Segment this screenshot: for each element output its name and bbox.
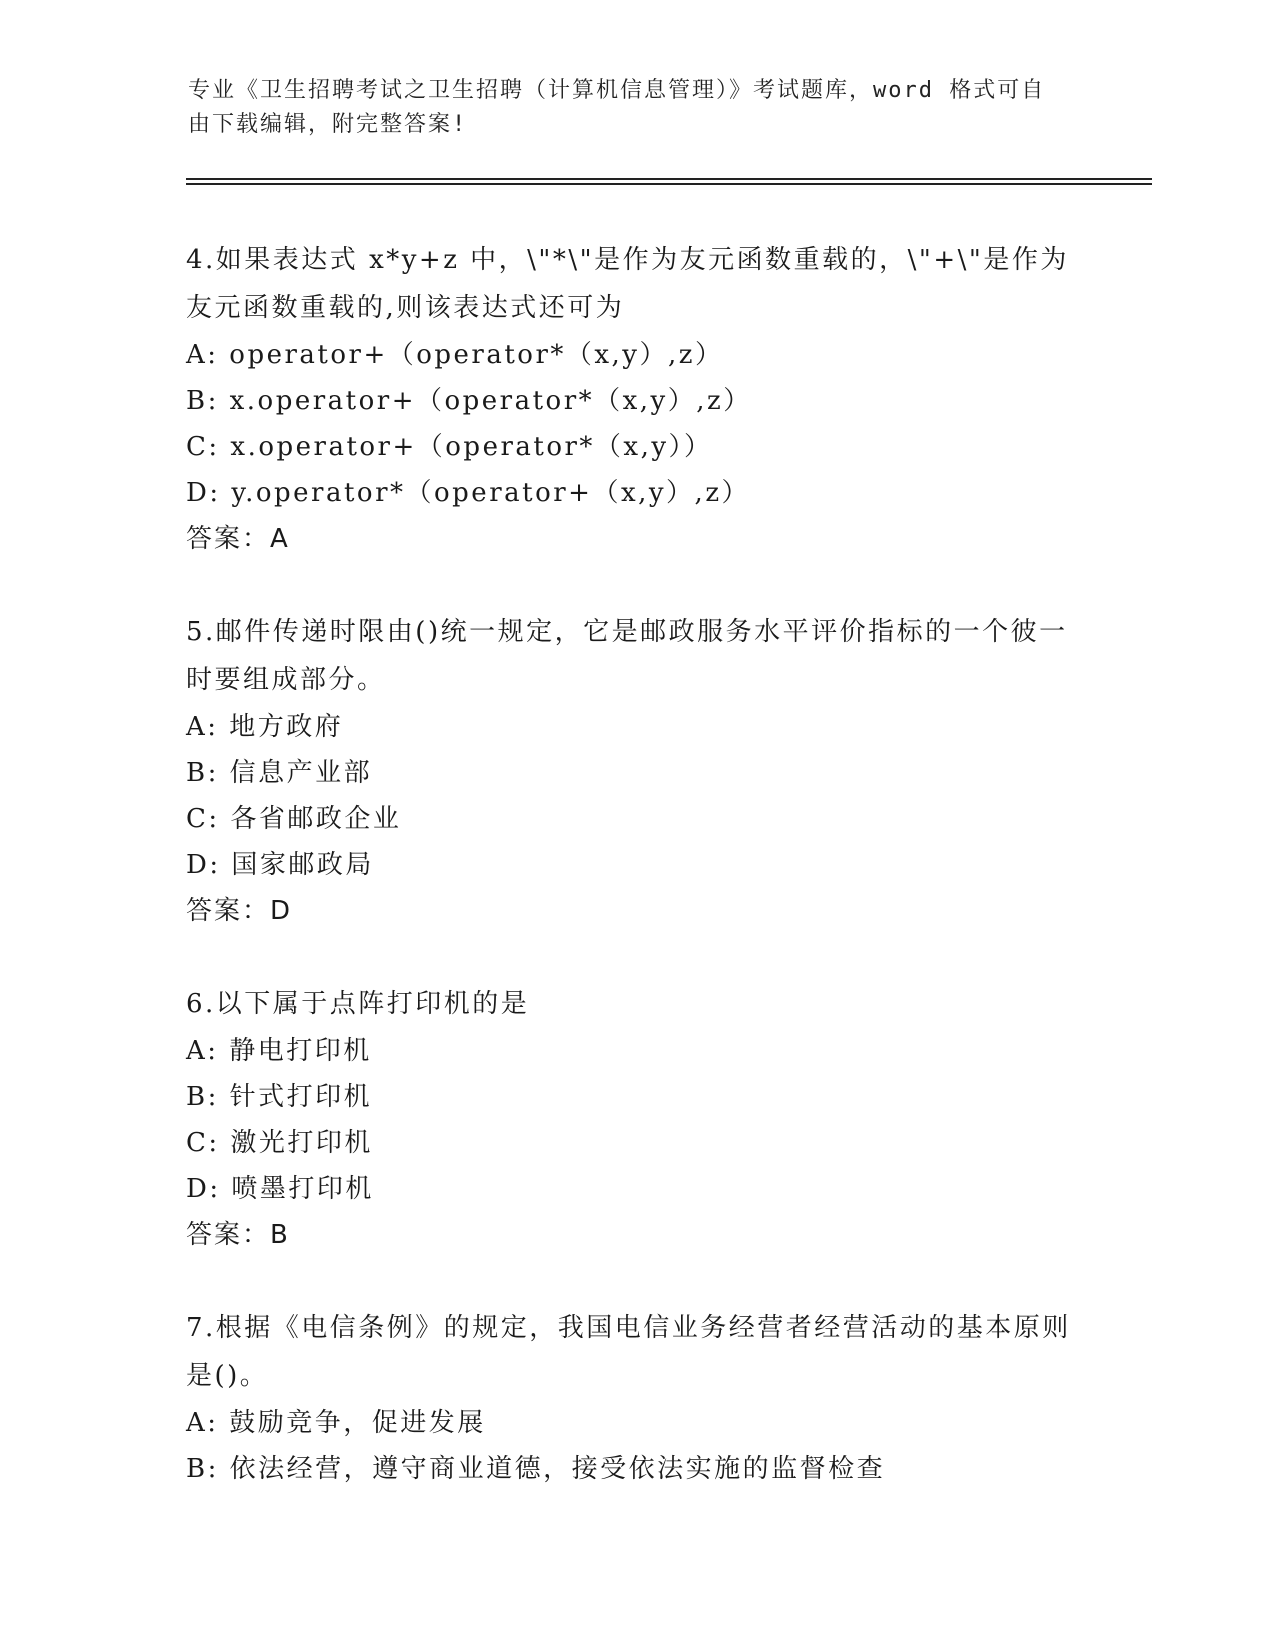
document-header: 专业《卫生招聘考试之卫生招聘（计算机信息管理）》考试题库，word 格式可自由下载编辑，附完整答案! [188,78,1046,137]
question-stem: 5.邮件传递时限由()统一规定，它是邮政服务水平评价指标的一个彼一时要组成部分。 [186,617,1068,695]
option-b: B: 依法经营，遵守商业道德，接受依法实施的监督检查 [186,1454,886,1484]
option-a: A: operator+（operator*（x,y）,z） [186,340,724,370]
question-stem: 4.如果表达式 x*y+z 中，\"*\"是作为友元函数重载的，\"+\"是作为友元函数重载的,则该表达式还可为 [186,245,1069,323]
option-a: A: 静电打印机 [186,1036,372,1066]
option-b: B: 针式打印机 [186,1082,373,1112]
header-divider-top [186,178,1152,180]
option-d: D: 国家邮政局 [186,850,374,880]
option-c: C: 各省邮政企业 [186,804,402,834]
question-4 [186,236,1086,562]
question-list [186,236,1086,1538]
option-d: D: y.operator*（operator+（x,y）,z） [186,478,751,508]
option-c: C: x.operator+（operator*（x,y）） [186,432,713,462]
option-a: A: 地方政府 [186,712,344,742]
answer-key: 答案：A [186,524,290,554]
option-d: D: 喷墨打印机 [186,1174,374,1204]
question-stem: 7.根据《电信条例》的规定，我国电信业务经营者经营活动的基本原则是()。 [186,1313,1071,1391]
option-a: A: 鼓励竞争，促进发展 [186,1408,486,1438]
answer-key: 答案：B [186,1220,290,1250]
option-c: C: 激光打印机 [186,1128,373,1158]
question-6 [186,980,1086,1258]
answer-key: 答案：D [186,896,293,926]
question-5 [186,608,1086,934]
option-b: B: x.operator+（operator*（x,y）,z） [186,386,752,416]
question-7 [186,1304,1086,1492]
option-b: B: 信息产业部 [186,758,373,788]
question-stem: 6.以下属于点阵打印机的是 [186,989,530,1019]
header-divider-bottom [186,183,1152,185]
